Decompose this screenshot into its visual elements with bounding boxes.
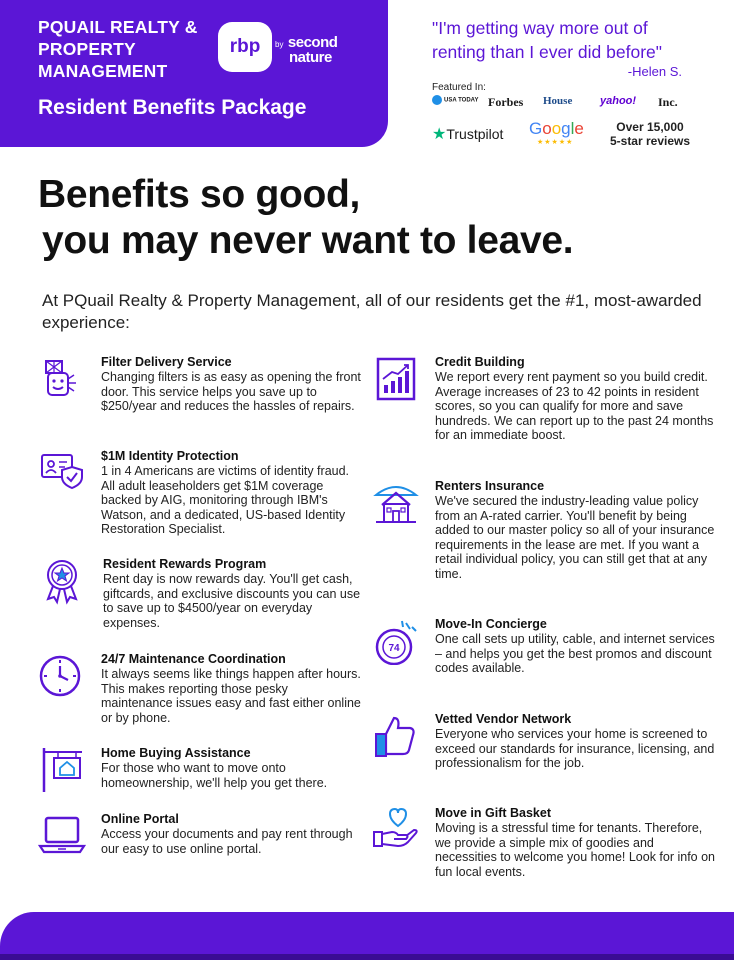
footer-band bbox=[0, 912, 734, 960]
benefit-title: Move-In Concierge bbox=[435, 617, 547, 631]
benefit-description: Access your documents and pay rent through our easy to use online portal. bbox=[101, 827, 353, 856]
company-name: PQUAIL REALTY & PROPERTY MANAGEMENT bbox=[38, 17, 198, 81]
reviews-count: Over 15,000 5-star reviews bbox=[609, 120, 691, 148]
inc-logo: Inc. bbox=[658, 95, 678, 109]
google-logo: Google bbox=[529, 119, 584, 138]
trustpilot-logo: ★Trustpilot bbox=[432, 126, 504, 143]
home-sign-icon bbox=[38, 746, 86, 794]
rbp-logo: rbp bbox=[218, 22, 272, 72]
benefit-description: One call sets up utility, cable, and internet services – and helps you get the best promos and discount codes available. bbox=[435, 632, 715, 676]
google-stars-icon: ★★★★★ bbox=[537, 138, 574, 146]
testimonial-quote: "I'm getting way more out of renting than I ever did before" bbox=[432, 18, 662, 62]
star-icon: ★ bbox=[432, 126, 447, 143]
clock-icon bbox=[38, 652, 86, 700]
benefit-title: Online Portal bbox=[101, 812, 179, 826]
benefit-description: Changing filters is as easy as opening the front door. This service helps you save up to $250/year and reduces the hassles of repairs. bbox=[101, 370, 361, 414]
second-nature-logo: by second nature bbox=[275, 34, 338, 66]
benefit-title: Resident Rewards Program bbox=[103, 557, 267, 571]
forbes-logo: Forbes bbox=[488, 95, 524, 109]
benefit-title: Renters Insurance bbox=[435, 479, 545, 493]
featured-in-label: Featured In: bbox=[432, 82, 486, 93]
benefit-title: 24/7 Maintenance Coordination bbox=[101, 652, 286, 666]
benefit-title: $1M Identity Protection bbox=[101, 449, 239, 463]
benefit-title: Vetted Vendor Network bbox=[435, 712, 572, 726]
thumbs-up-icon bbox=[372, 712, 420, 760]
benefit-title: Move in Gift Basket bbox=[435, 806, 551, 820]
benefit-title: Credit Building bbox=[435, 355, 525, 369]
benefit-description: We report every rent payment so you build credit. Average increases of 23 to 42 points in resident scores, so you can qualify for more and save hundreds. We can report up to the past 24 months for an immediate boost. bbox=[435, 370, 714, 443]
headline: Benefits so good, you may never want to leave. bbox=[38, 173, 574, 262]
usa-today-logo: USA TODAY bbox=[432, 95, 478, 105]
benefit-title: Home Buying Assistance bbox=[101, 746, 251, 760]
review-badges bbox=[432, 120, 722, 150]
package-title: Resident Benefits Package bbox=[38, 96, 307, 119]
featured-logos bbox=[432, 95, 692, 111]
intro-text: At PQuail Realty & Property Management, all of our residents get the #1, most-awarded experience: bbox=[42, 291, 702, 332]
benefit-description: We've secured the industry-leading value policy from an A-rated carrier. You'll benefit by being added to our master policy so all of your insurance requirements in the lease are met. If you want a retail individual policy, you can still get that at any time. bbox=[435, 494, 715, 581]
benefit-description: For those who want to move onto homeownership, we'll help you get there. bbox=[101, 761, 328, 790]
testimonial-author: -Helen S. bbox=[627, 64, 682, 79]
house-logo: House bbox=[543, 95, 573, 107]
benefit-description: Rent day is now rewards day. You'll get cash, giftcards, and exclusive discounts you can use to save up to $4500/year on everyday expenses. bbox=[103, 572, 361, 630]
house-umbrella-icon bbox=[372, 479, 420, 527]
thermostat-icon bbox=[372, 617, 420, 665]
benefit-description: Everyone who services your home is screened to exceed our standards for insurance, licensing, and professionalism for the job. bbox=[435, 727, 715, 771]
award-ribbon-icon bbox=[38, 557, 86, 605]
yahoo-logo: yahoo! bbox=[600, 95, 637, 107]
benefit-description: Moving is a stressful time for tenants. Therefore, we provide a simple mix of goodies and necessities to welcome you home! Look for info on fun local events. bbox=[435, 821, 716, 879]
credit-chart-icon bbox=[372, 355, 420, 403]
identity-shield-icon bbox=[38, 449, 86, 497]
thermostat-value: 74 bbox=[388, 643, 400, 654]
gift-heart-hand-icon bbox=[372, 806, 420, 854]
laptop-icon bbox=[38, 812, 86, 860]
benefit-description: It always seems like things happen after hours. This makes reporting those pesky maintenance issues easy and fast either online or by phone. bbox=[101, 667, 361, 725]
benefit-description: 1 in 4 Americans are victims of identity fraud. All adult leaseholders get $1M coverage backed by AIG, monitoring through IBM's Watson, and a dedicated, US-based Identity Restoration Specialist. bbox=[101, 464, 350, 537]
filter-icon bbox=[38, 355, 86, 403]
benefit-title: Filter Delivery Service bbox=[101, 355, 232, 369]
